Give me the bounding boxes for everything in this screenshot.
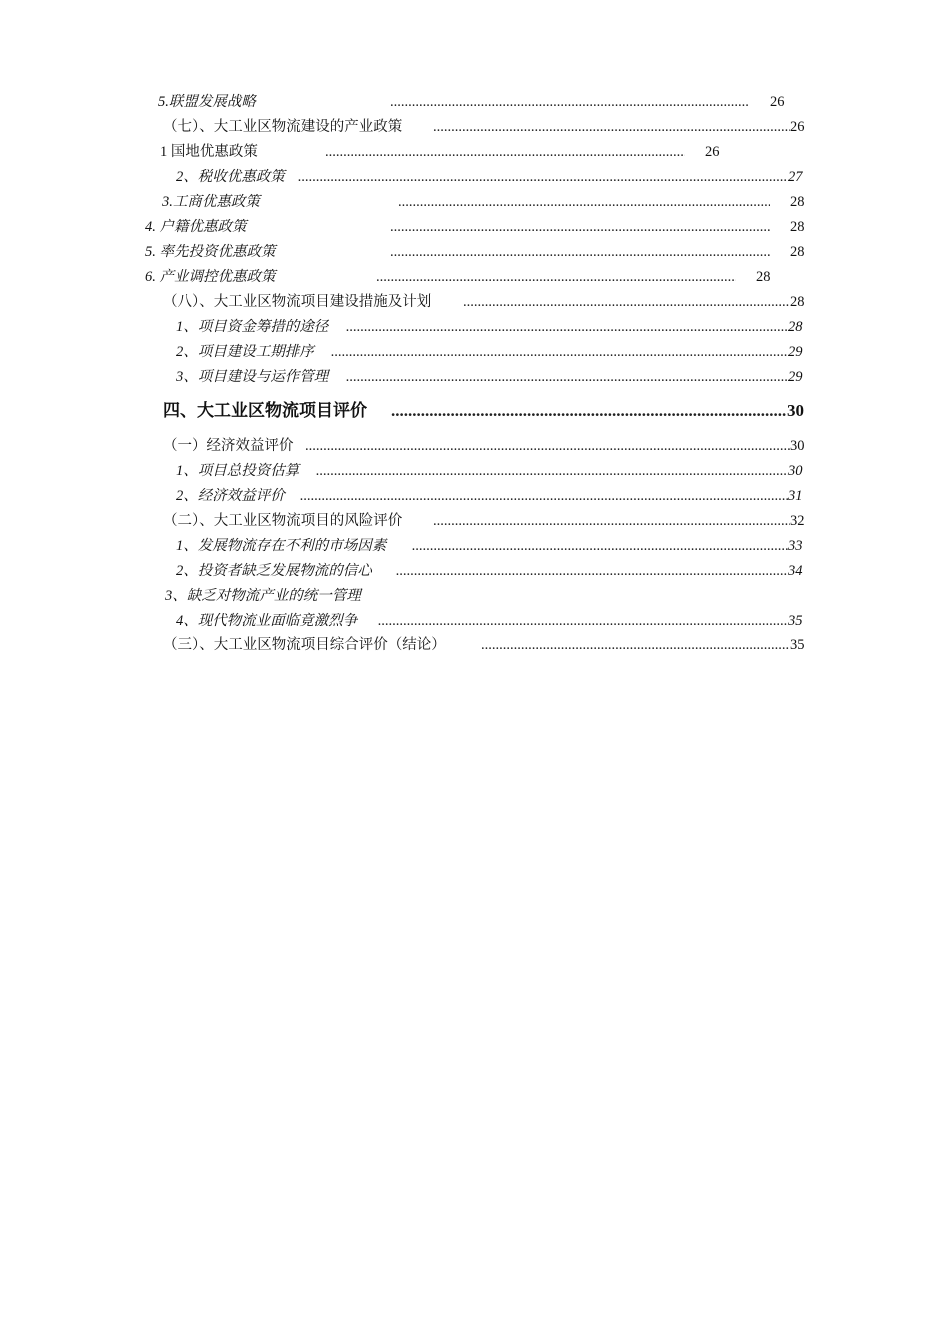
toc-leader-dots (378, 612, 788, 630)
toc-entry-title: （三）、大工业区物流项目综合评价（结论） (163, 637, 446, 653)
toc-leader-dots (390, 93, 748, 111)
toc-entry-page: 31 (788, 488, 803, 504)
toc-entry-page: 26 (770, 94, 785, 110)
toc-entry-title: 6. 产业调控优惠政策 (145, 269, 276, 285)
toc-entry-title: 1 国地优惠政策 (160, 144, 258, 160)
toc-entry-page: 34 (788, 563, 803, 579)
toc-entry-title: 1、发展物流存在不利的市场因素 (176, 538, 387, 554)
toc-entry-title: 5. 率先投资优惠政策 (145, 244, 276, 260)
toc-entry-page: 33 (788, 538, 803, 554)
toc-entry-title: 2、投资者缺乏发展物流的信心 (176, 563, 372, 579)
toc-entry-page: 32 (790, 513, 805, 529)
toc-leader-dots (300, 487, 788, 505)
toc-leader-dots (433, 512, 790, 530)
toc-entry-title: （二）、大工业区物流项目的风险评价 (163, 513, 403, 529)
toc-entry-page: 28 (756, 269, 771, 285)
toc-entry-title: 4. 户籍优惠政策 (145, 219, 247, 235)
toc-entry-page: 30 (787, 401, 804, 420)
toc-entry-page: 35 (790, 637, 805, 653)
toc-entry-title: 3、缺乏对物流产业的统一管理 (165, 588, 361, 604)
toc-leader-dots (391, 400, 787, 422)
toc-entry-title: （八）、大工业区物流项目建设措施及计划 (163, 294, 432, 310)
toc-leader-dots (376, 268, 736, 286)
toc-entry-page: 28 (788, 319, 803, 335)
toc-entry-title: （一）经济效益评价 (163, 438, 294, 454)
toc-entry-title: 3.工商优惠政策 (162, 194, 260, 210)
toc-entry-title: 2、项目建设工期排序 (176, 344, 314, 360)
toc-leader-dots (346, 318, 788, 336)
toc-leader-dots (331, 343, 788, 361)
toc-entry-page: 28 (790, 244, 805, 260)
toc-leader-dots (390, 218, 770, 236)
toc-leader-dots (481, 636, 790, 654)
toc-leader-dots (325, 143, 685, 161)
toc-entry-page: 28 (790, 219, 805, 235)
toc-leader-dots (463, 293, 790, 311)
toc-entry-title: 2、税收优惠政策 (176, 169, 285, 185)
toc-entry-page: 35 (788, 613, 803, 629)
toc-leader-dots (298, 168, 788, 186)
toc-leader-dots (398, 193, 770, 211)
toc-entry-page: 27 (788, 169, 803, 185)
toc-entry-page: 29 (788, 344, 803, 360)
toc-entry-title: 1、项目资金筹措的途径 (176, 319, 329, 335)
toc-leader-dots (433, 118, 790, 136)
toc-entry-page: 26 (705, 144, 720, 160)
toc-entry-page: 28 (790, 194, 805, 210)
toc-leader-dots (346, 368, 788, 386)
toc-entry-page: 29 (788, 369, 803, 385)
toc-leader-dots (316, 462, 788, 480)
toc-entry-page: 28 (790, 294, 805, 310)
toc-leader-dots (305, 437, 790, 455)
toc-leader-dots (396, 562, 788, 580)
toc-entry-page: 30 (788, 463, 803, 479)
toc-leader-dots (390, 243, 770, 261)
toc-entry-title: （七）、大工业区物流建设的产业政策 (163, 119, 403, 135)
toc-entry-title: 5.联盟发展战略 (158, 94, 256, 110)
toc-entry-page: 26 (790, 119, 805, 135)
toc-leader-dots (412, 537, 788, 555)
toc-entry-title: 1、项目总投资估算 (176, 463, 300, 479)
toc-entry-title: 四、大工业区物流项目评价 (163, 401, 367, 420)
toc-entry-title: 4、现代物流业面临竟激烈争 (176, 613, 358, 629)
toc-entry-title: 3、项目建设与运作管理 (176, 369, 329, 385)
toc-entry-page: 30 (790, 438, 805, 454)
toc-entry-title: 2、经济效益评价 (176, 488, 285, 504)
